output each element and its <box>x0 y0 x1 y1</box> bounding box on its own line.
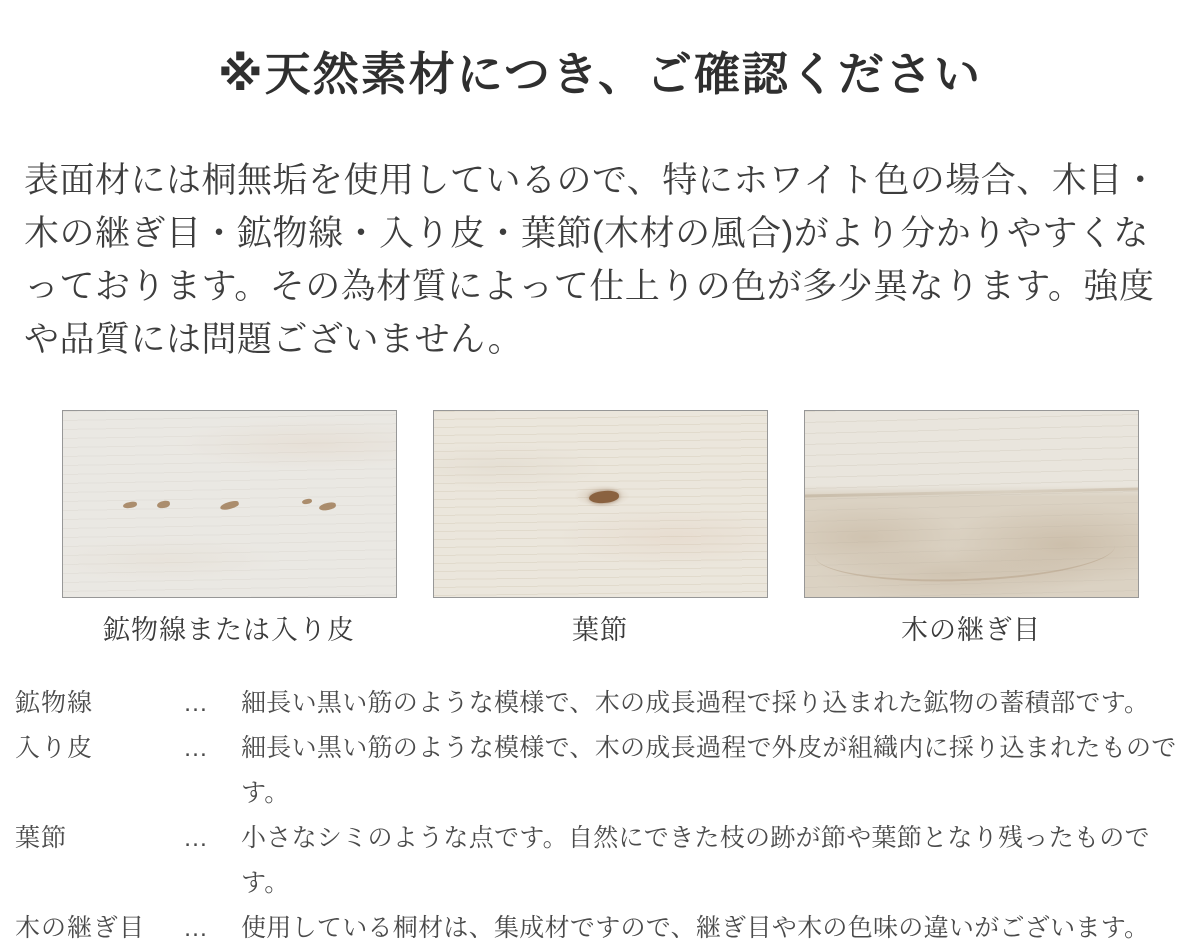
definition-dots: … <box>183 914 209 942</box>
definition-description: 使用している桐材は、集成材ですので、継ぎ目や木の色味の違いがございます。 <box>241 914 1150 942</box>
wood-sample-leaf-knot <box>433 410 768 647</box>
wood-samples-row <box>0 410 1200 647</box>
wood-sample-mineral-line <box>62 410 397 647</box>
wood-photo-leaf-knot <box>433 410 768 598</box>
joint-line <box>804 487 1139 497</box>
definition-term: 入り皮 <box>15 734 94 762</box>
definition-dots: … <box>183 689 209 717</box>
definition-description: 細長い黒い筋のような模様で、木の成長過程で採り込まれた鉱物の蓄積部です。 <box>241 689 1150 717</box>
paragraph-line: や品質には問題ございません。 <box>24 320 524 359</box>
mineral-mark <box>156 500 170 509</box>
definition-term: 鉱物線 <box>15 689 94 717</box>
definition-row <box>15 816 1180 906</box>
grain-swirl <box>814 516 1116 586</box>
definition-dots: … <box>183 734 209 762</box>
mineral-mark <box>301 498 312 504</box>
definition-term: 木の継ぎ目 <box>15 914 146 942</box>
natural-material-notice-page <box>0 38 1200 942</box>
lead-paragraph <box>24 154 1176 366</box>
sample-caption: 葉節 <box>572 615 628 645</box>
wood-sample-joint <box>804 410 1139 647</box>
mineral-mark <box>219 500 239 511</box>
definition-dots: … <box>183 824 209 852</box>
paragraph-line: 表面材には桐無垢を使用しているので、特にホワイト色の場合、木目・ <box>24 161 1159 200</box>
definition-description: 小さなシミのような点です。自然にできた枝の跡が節や葉節となり残ったものです。 <box>241 824 1150 897</box>
definition-row <box>15 681 1180 726</box>
wood-photo-joint <box>804 410 1139 598</box>
definitions-list <box>15 681 1180 951</box>
definition-description: 細長い黒い筋のような模様で、木の成長過程で外皮が組織内に採り込まれたものです。 <box>241 734 1177 807</box>
wood-photo-mineral-line <box>62 410 397 598</box>
mineral-mark <box>122 501 137 509</box>
definition-row <box>15 726 1180 816</box>
definition-term: 葉節 <box>15 824 68 852</box>
sample-caption: 鉱物線または入り皮 <box>103 615 355 645</box>
paragraph-line: 木の継ぎ目・鉱物線・入り皮・葉節(木材の風合)がより分かりやすくな <box>24 214 1149 253</box>
paragraph-line: っております。その為材質によって仕上りの色が多少異なります。強度 <box>24 267 1155 306</box>
sample-caption: 木の継ぎ目 <box>901 615 1041 645</box>
definition-row <box>15 906 1180 951</box>
page-title: ※天然素材につき、ご確認ください <box>218 48 982 100</box>
mineral-mark <box>318 502 336 512</box>
